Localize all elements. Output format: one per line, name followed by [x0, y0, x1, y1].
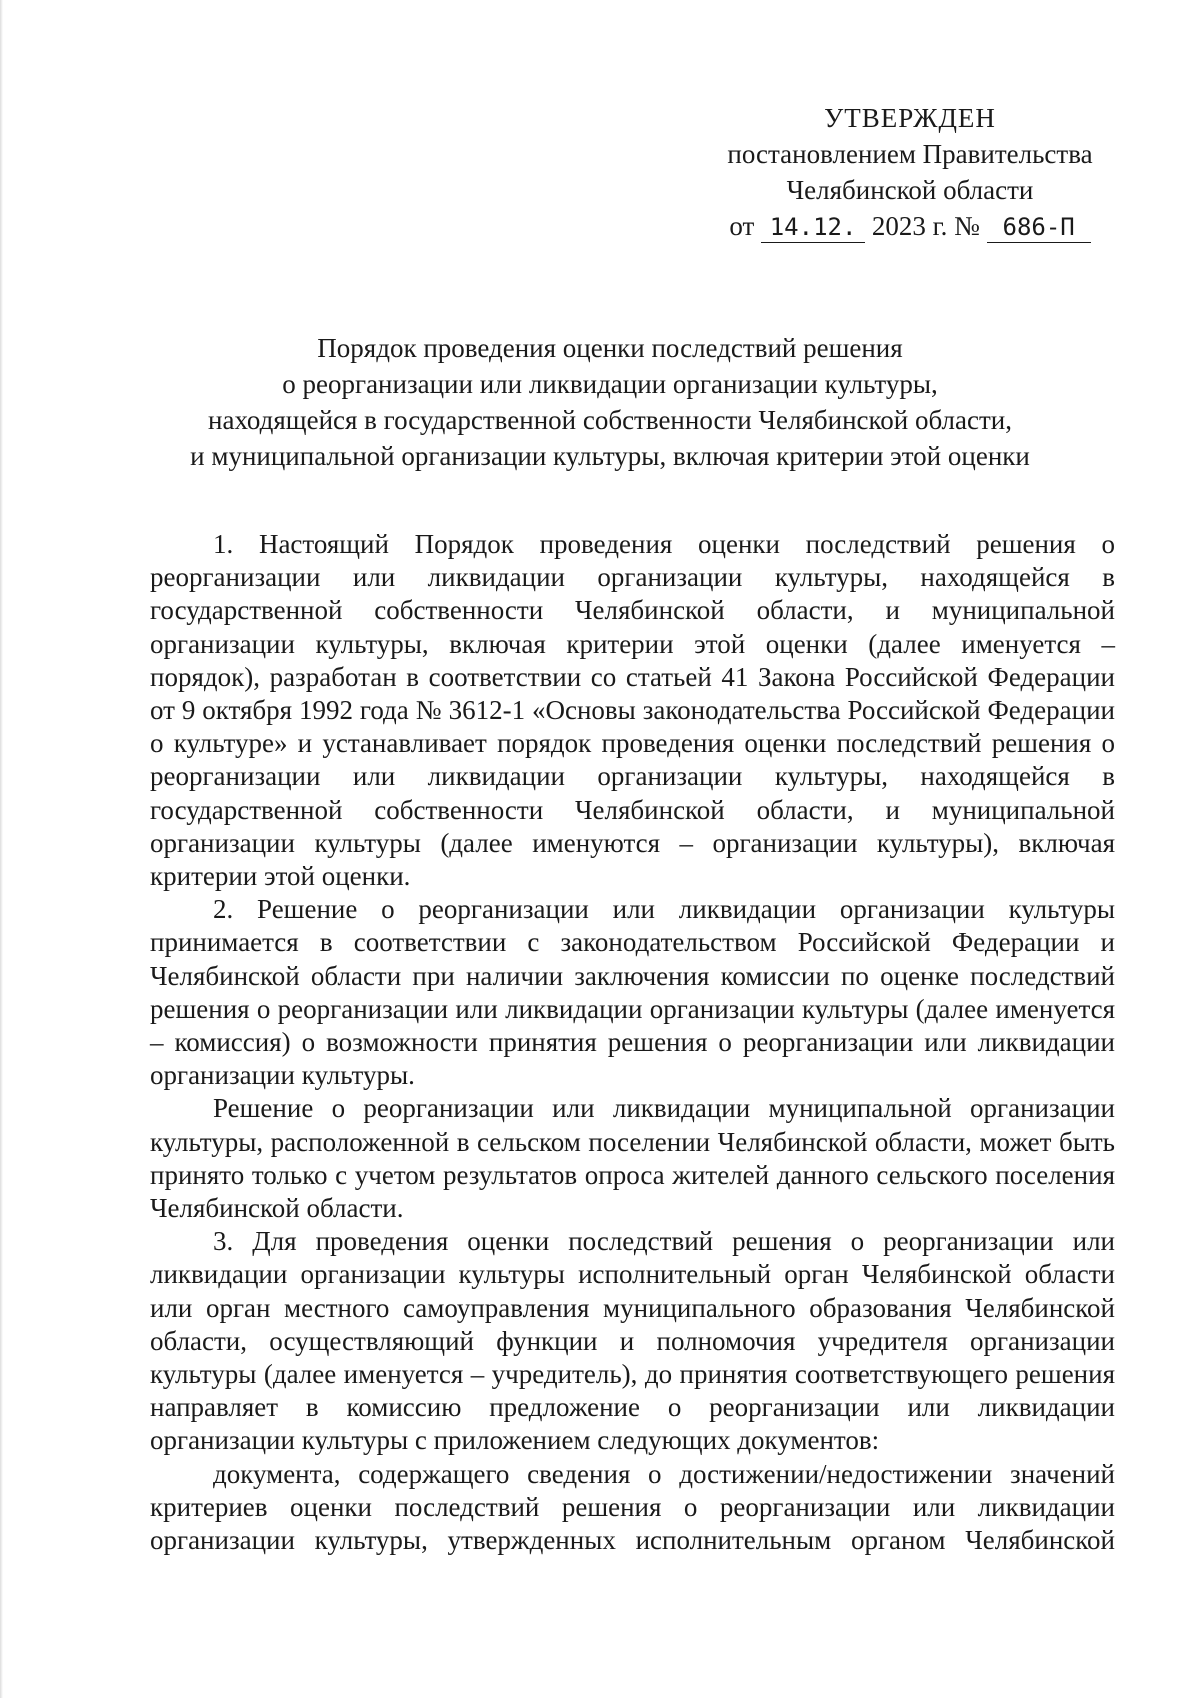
approved-heading: УТВЕРЖДЕН [824, 103, 996, 133]
document-title [130, 330, 1090, 474]
title-line-3: находящейся в государственной собственности Челябинской области, [208, 405, 1012, 435]
from-label: от [729, 211, 755, 241]
approval-line-1: постановлением Правительства [727, 139, 1093, 169]
approval-date: 14.12. [761, 212, 865, 243]
paragraph-2: 2. Решение о реорганизации или ликвидации организации культуры принимается в соответствии с законодательством Российской Федерации и Челябинской области при наличии заключения комиссии по оценке последствий решения о реорганизации или ликвидации организации культуры (далее именуется – комиссия) о возможности принятия решения о реорганизации или ликвидации организации культуры. [150, 894, 1115, 1091]
approval-line-2: Челябинской области [786, 175, 1034, 205]
title-line-4: и муниципальной организации культуры, включая критерии этой оценки [190, 441, 1030, 471]
approval-number: 686-П [987, 212, 1091, 243]
title-line-1: Порядок проведения оценки последствий решения [317, 333, 903, 363]
approval-year: 2023 г. № [871, 211, 980, 241]
approval-block [700, 100, 1120, 244]
paragraph-2-continued: Решение о реорганизации или ликвидации муниципальной организации культуры, расположенной в сельском поселении Челябинской области, может быть принято только с учетом результатов опроса жителей данного сельского поселения Челябинской области. [150, 1093, 1115, 1224]
paragraph-3-item: документа, содержащего сведения о достижении/недостижении значений критериев оценки последствий решения о реорганизации или ликвидации организации культуры, утвержденных исполнительным органом Челябинской [150, 1458, 1115, 1556]
title-line-2: о реорганизации или ликвидации организации культуры, [282, 369, 938, 399]
document-body [150, 528, 1115, 1557]
paragraph-3: 3. Для проведения оценки последствий решения о реорганизации или ликвидации организации культуры исполнительный орган Челябинской области или орган местного самоуправления муниципального образования Челябинской области, осуществляющий функции и полномочия учредителя организации культуры (далее именуется – учредитель), до принятия соответствующего решения направляет в комиссию предложение о реорганизации или ликвидации организации культуры с приложением следующих документов: [150, 1226, 1115, 1456]
approval-date-line [700, 208, 1120, 244]
paragraph-1: 1. Настоящий Порядок проведения оценки последствий решения о реорганизации или ликвидации организации культуры, находящейся в государственной собственности Челябинской области, и муниципальной организации культуры, включая критерии этой оценки (далее именуется – порядок), разработан в соответствии со статьей 41 Закона Российской Федерации от 9 октября 1992 года № 3612-1 «Основы законодательства Российской Федерации о культуре» и устанавливает порядок проведения оценки последствий решения о реорганизации или ликвидации организации культуры, находящейся в государственной собственности Челябинской области, и муниципальной организации культуры (далее именуются – организации культуры), включая критерии этой оценки. [150, 529, 1115, 892]
scan-edge [0, 0, 3, 1698]
